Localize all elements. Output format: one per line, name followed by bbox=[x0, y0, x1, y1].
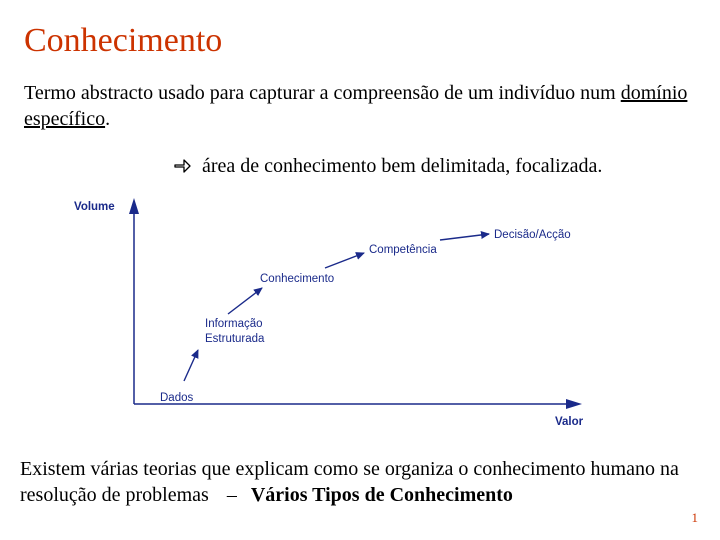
y-axis-label: Volume bbox=[74, 201, 115, 213]
bullet-text: área de conhecimento bem delimitada, focalizada. bbox=[202, 155, 603, 177]
closing-paragraph bbox=[20, 456, 710, 508]
x-axis-arrowhead bbox=[566, 399, 582, 409]
y-axis-arrowhead bbox=[129, 198, 139, 214]
intro-end: . bbox=[105, 108, 111, 130]
stage-label-conhecimento: Conhecimento bbox=[260, 273, 335, 285]
stage-label-decisao: Decisão/Acção bbox=[494, 229, 571, 241]
stage-label-informacao: Informação bbox=[205, 318, 263, 330]
intro-text: Termo abstracto usado para capturar a compreensão de um indivíduo num bbox=[24, 82, 621, 104]
arrow-dados-to-informacao bbox=[184, 350, 198, 381]
intro-underlined-term: domínio específico bbox=[24, 82, 688, 130]
stage-label-estruturada: Estruturada bbox=[205, 333, 265, 345]
arrow-competencia-to-decisao bbox=[440, 234, 489, 240]
stage-label-competencia: Competência bbox=[369, 244, 437, 256]
page-number: 1 bbox=[691, 510, 698, 525]
x-axis-label: Valor bbox=[555, 416, 584, 428]
closing-bold-phrase: Vários Tipos de Conhecimento bbox=[250, 484, 513, 506]
closing-dash: – bbox=[226, 484, 237, 506]
stage-label-dados: Dados bbox=[160, 392, 194, 404]
arrow-conhecimento-to-competencia bbox=[325, 253, 364, 268]
closing-text: Existem várias teorias que explicam como se organiza o conhecimento humano na resolução de problemas bbox=[20, 458, 679, 506]
arrow-informacao-to-conhecimento bbox=[228, 288, 262, 314]
slide-title: Conhecimento bbox=[24, 22, 223, 59]
